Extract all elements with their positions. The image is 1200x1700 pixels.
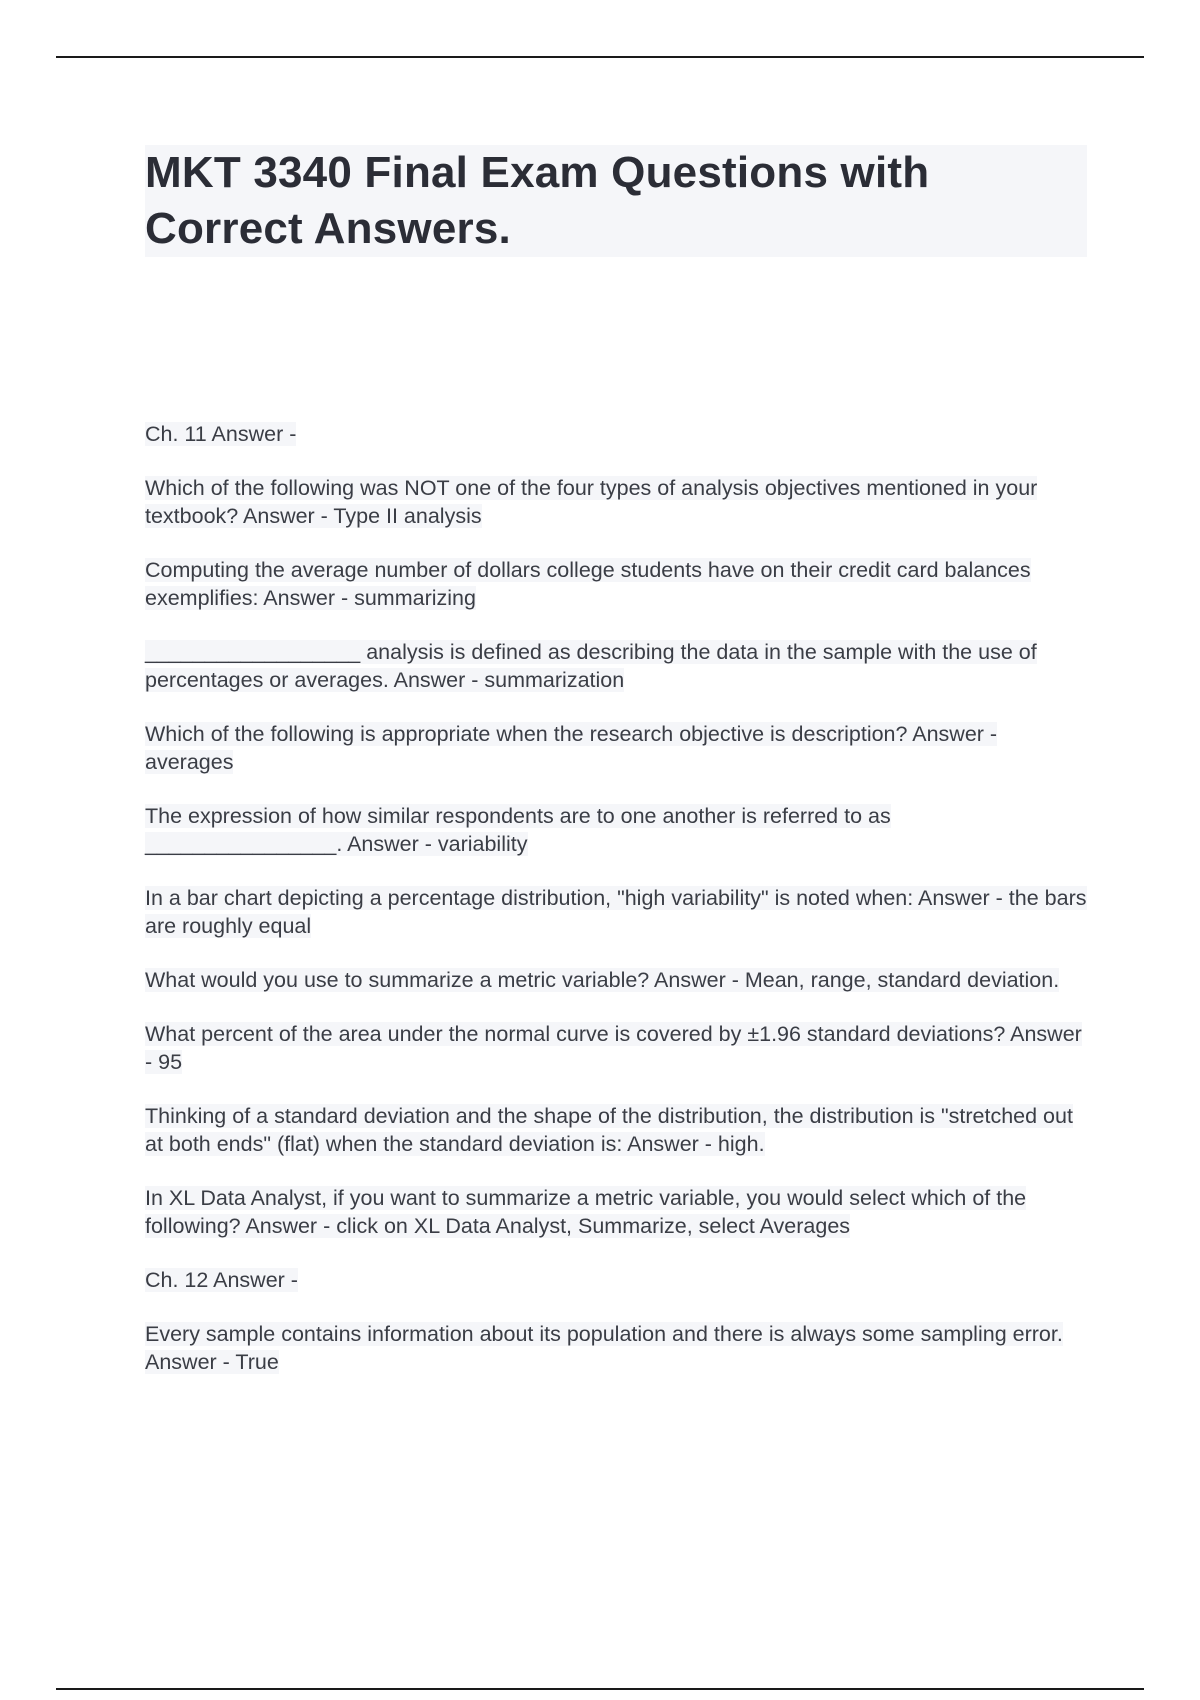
item-text: Every sample contains information about its population and there is always some sampling error. Answer - True bbox=[145, 1322, 1063, 1374]
qa-item bbox=[145, 802, 1090, 858]
item-text: The expression of how similar respondents are to one another is referred to as ________________. Answer - variability bbox=[145, 804, 891, 856]
item-text: Computing the average number of dollars college students have on their credit card balances exemplifies: Answer - summarizing bbox=[145, 558, 1031, 610]
qa-list bbox=[145, 420, 1090, 1402]
qa-item bbox=[145, 720, 1090, 776]
qa-item bbox=[145, 884, 1090, 940]
item-text: In a bar chart depicting a percentage distribution, "high variability" is noted when: Answer - the bars are roughly equal bbox=[145, 886, 1087, 938]
title-block bbox=[145, 145, 1087, 257]
item-text: Which of the following was NOT one of the four types of analysis objectives mentioned in your textbook? Answer - Type II analysis bbox=[145, 476, 1038, 528]
item-text: __________________ analysis is defined as describing the data in the sample with the use of percentages or averages. Answer - summarization bbox=[145, 640, 1037, 692]
qa-item bbox=[145, 638, 1090, 694]
section-heading-ch12 bbox=[145, 1266, 1090, 1294]
item-text: In XL Data Analyst, if you want to summarize a metric variable, you would select which of the following? Answer - click on XL Data Analyst, Summarize, select Averages bbox=[145, 1186, 1027, 1238]
qa-item bbox=[145, 1020, 1090, 1076]
qa-item bbox=[145, 966, 1090, 994]
section-heading-ch11 bbox=[145, 420, 1090, 448]
qa-item bbox=[145, 1102, 1090, 1158]
qa-item bbox=[145, 556, 1090, 612]
bottom-rule bbox=[56, 1688, 1144, 1690]
item-text: Ch. 11 Answer - bbox=[145, 422, 297, 446]
item-text: Thinking of a standard deviation and the shape of the distribution, the distribution is "stretched out at both ends" (flat) when the standard deviation is: Answer - high. bbox=[145, 1104, 1073, 1156]
top-rule bbox=[56, 56, 1144, 58]
item-text: Which of the following is appropriate when the research objective is description? Answer - averages bbox=[145, 722, 998, 774]
item-text: What percent of the area under the normal curve is covered by ±1.96 standard deviations? Answer - 95 bbox=[145, 1022, 1082, 1074]
page-title: MKT 3340 Final Exam Questions with Correct Answers. bbox=[145, 148, 930, 253]
qa-item bbox=[145, 474, 1090, 530]
item-text: What would you use to summarize a metric variable? Answer - Mean, range, standard deviation. bbox=[145, 968, 1060, 992]
qa-item bbox=[145, 1184, 1090, 1240]
item-text: Ch. 12 Answer - bbox=[145, 1268, 298, 1292]
qa-item bbox=[145, 1320, 1090, 1376]
